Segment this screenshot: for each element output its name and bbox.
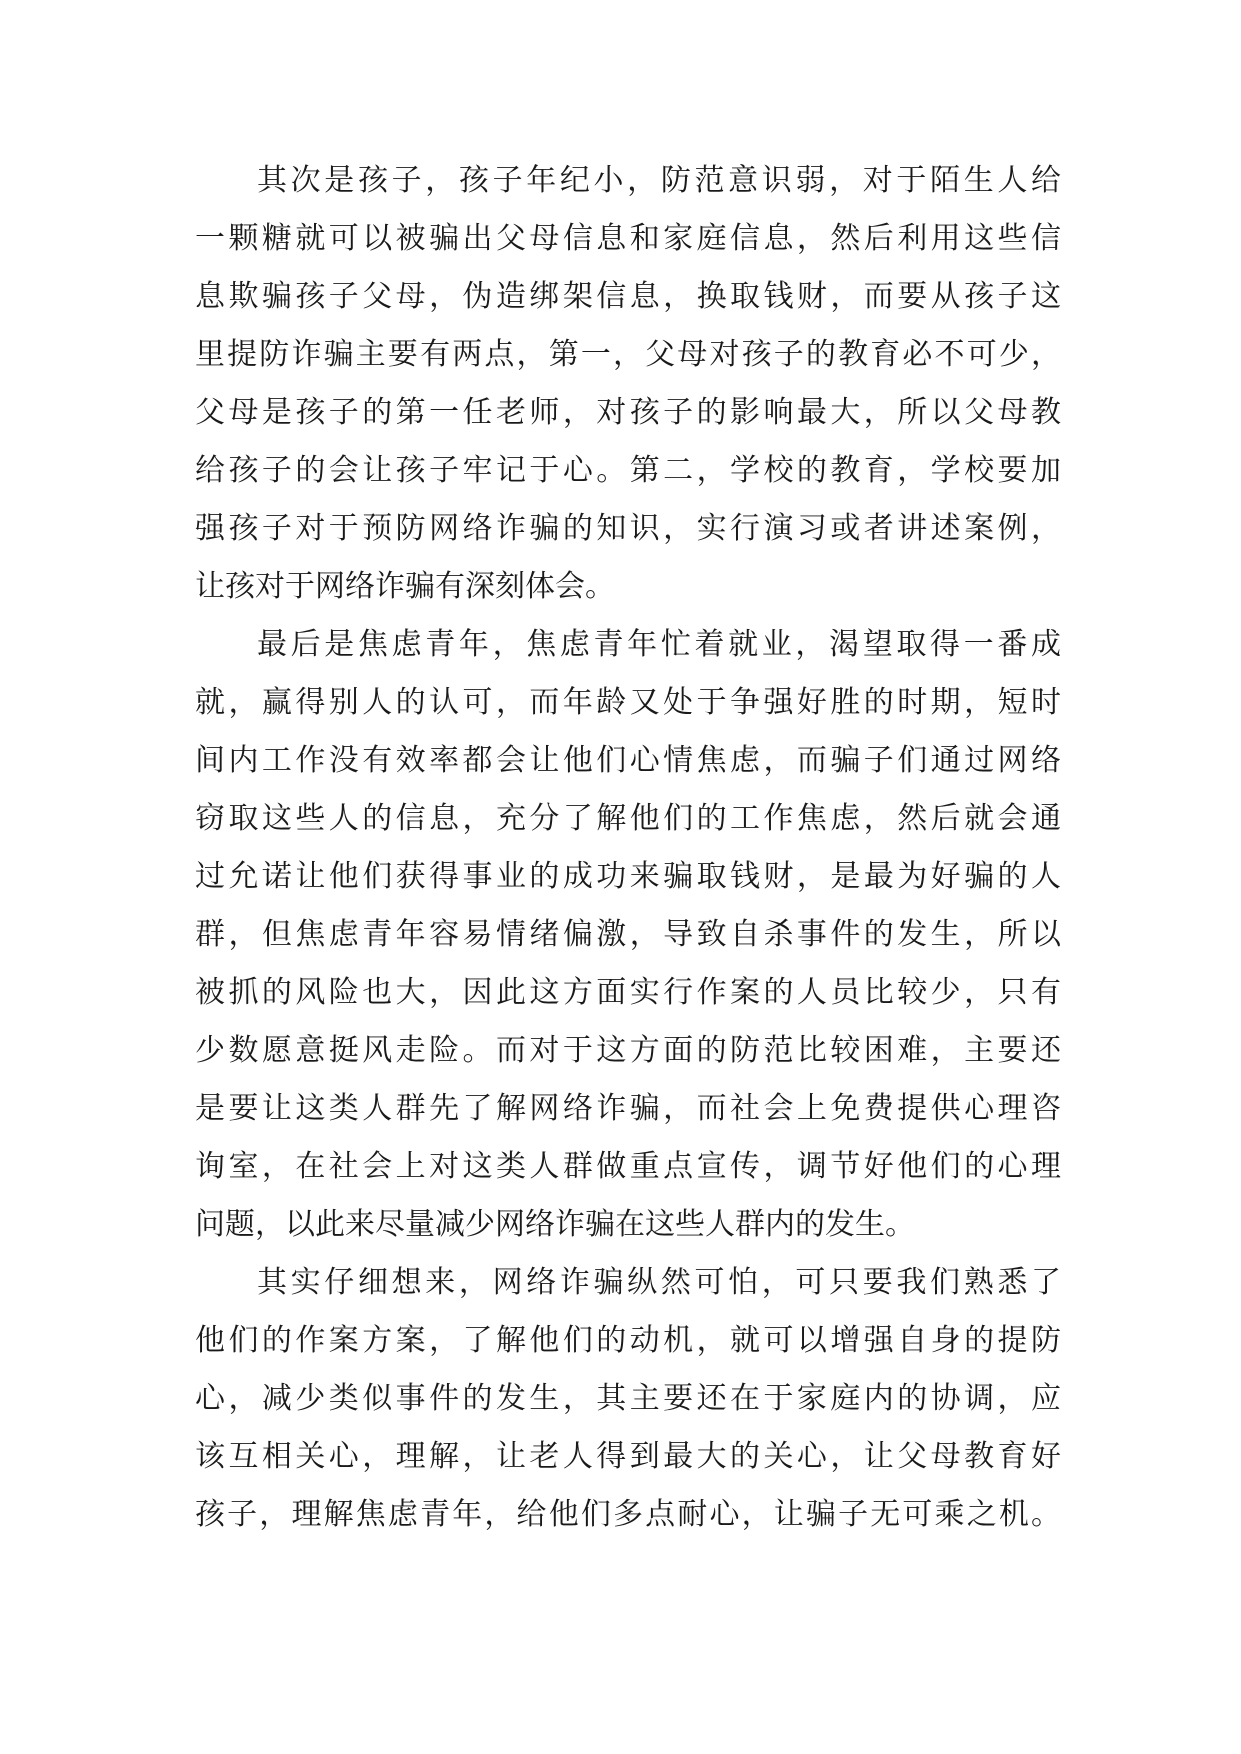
paragraph-2-line-4: 窃取这些人的信息，充分了解他们的工作焦虑，然后就会通	[195, 801, 1061, 836]
paragraph-1-line-8: 让孩对于网络诈骗有深刻体会。	[195, 569, 615, 604]
paragraph-2-line-7: 被抓的风险也大，因此这方面实行作案的人员比较少，只有	[195, 975, 1061, 1010]
paragraph-2-line-8: 少数愿意挺风走险。而对于这方面的防范比较困难，主要还	[195, 1033, 1061, 1068]
paragraph-2-line-5: 过允诺让他们获得事业的成功来骗取钱财，是最为好骗的人	[195, 859, 1061, 894]
paragraph-1-line-3: 息欺骗孩子父母，伪造绑架信息，换取钱财，而要从孩子这	[195, 279, 1061, 314]
paragraph-2-line-11: 问题，以此来尽量减少网络诈骗在这些人群内的发生。	[195, 1207, 915, 1242]
paragraph-2-line-6: 群，但焦虑青年容易情绪偏激，导致自杀事件的发生，所以	[195, 917, 1061, 952]
paragraph-3-line-2: 他们的作案方案，了解他们的动机，就可以增强自身的提防	[195, 1323, 1061, 1358]
paragraph-3-line-3: 心，减少类似事件的发生，其主要还在于家庭内的协调，应	[195, 1381, 1061, 1416]
paragraph-3-line-5: 孩子，理解焦虑青年，给他们多点耐心，让骗子无可乘之机。	[195, 1497, 1061, 1532]
document-body	[195, 152, 1061, 1544]
paragraph-3-line-1: 其实仔细想来，网络诈骗纵然可怕，可只要我们熟悉了	[257, 1265, 1061, 1300]
paragraph-2-line-1: 最后是焦虑青年，焦虑青年忙着就业，渴望取得一番成	[257, 627, 1061, 662]
paragraph-3-line-4: 该互相关心，理解，让老人得到最大的关心，让父母教育好	[195, 1439, 1061, 1474]
paragraph-1-line-2: 一颗糖就可以被骗出父母信息和家庭信息，然后利用这些信	[195, 221, 1061, 256]
paragraph-2-line-2: 就，赢得别人的认可，而年龄又处于争强好胜的时期，短时	[195, 685, 1061, 720]
paragraph-1-line-7: 强孩子对于预防网络诈骗的知识，实行演习或者讲述案例，	[195, 511, 1061, 546]
paragraph-1-line-4: 里提防诈骗主要有两点，第一，父母对孩子的教育必不可少，	[195, 337, 1061, 372]
paragraph-2-line-3: 间内工作没有效率都会让他们心情焦虑，而骗子们通过网络	[195, 743, 1061, 778]
paragraph-2-line-9: 是要让这类人群先了解网络诈骗，而社会上免费提供心理咨	[195, 1091, 1061, 1126]
paragraph-1-line-6: 给孩子的会让孩子牢记于心。第二，学校的教育，学校要加	[195, 453, 1061, 488]
paragraph-1-line-5: 父母是孩子的第一任老师，对孩子的影响最大，所以父母教	[195, 395, 1061, 430]
paragraph-2-line-10: 询室，在社会上对这类人群做重点宣传，调节好他们的心理	[195, 1149, 1061, 1184]
paragraph-1-line-1: 其次是孩子，孩子年纪小，防范意识弱，对于陌生人给	[257, 163, 1061, 198]
